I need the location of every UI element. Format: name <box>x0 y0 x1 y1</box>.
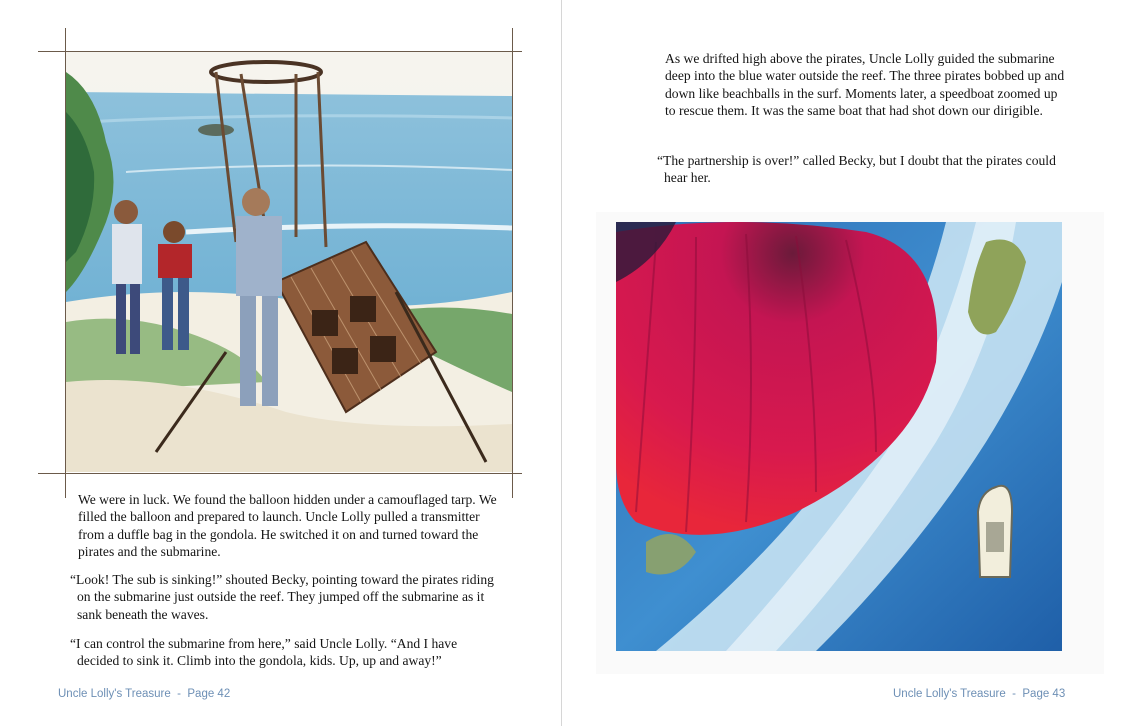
paragraph-drifted-above: As we drifted high above the pirates, Uncle Lolly guided the submarine deep into the blue water outside the reef. The three pirates bobbed up and down like beachballs in the surf. Moments later, a speedboat zoomed up to rescue them. It was the same boat that had shot down our dirigible. <box>665 51 1065 119</box>
balloon-above-sea-illustration <box>616 222 1062 651</box>
footer-page-42: Uncle Lolly's Treasure - Page 42 <box>58 688 231 700</box>
paragraph-sub-sinking: “Look! The sub is sinking!” shouted Becky, pointing toward the pirates riding on the submarine just outside the reef. They jumped off the submarine as it sank beneath the waves. <box>70 572 494 622</box>
footer-page-43: Uncle Lolly's Treasure - Page 43 <box>893 688 1066 700</box>
paragraph-control-submarine: “I can control the submarine from here,” said Uncle Lolly. “And I have decided to sink it. Climb into the gondola, kids. Up, up and away!” <box>70 636 458 669</box>
balloon-launch-illustration <box>66 52 512 472</box>
crop-mark-bottom <box>38 473 522 474</box>
paragraph-partnership-over: “The partnership is over!” called Becky, but I doubt that the pirates could hear her. <box>657 153 1056 186</box>
paragraph-balloon-found: We were in luck. We found the balloon hidden under a camouflaged tarp. We filled the balloon and prepared to launch. Uncle Lolly pulled a transmitter from a duffle bag in the gondola. He switched it on and turned toward the pirates and the submarine. <box>78 492 497 560</box>
crop-mark-right <box>512 28 513 498</box>
